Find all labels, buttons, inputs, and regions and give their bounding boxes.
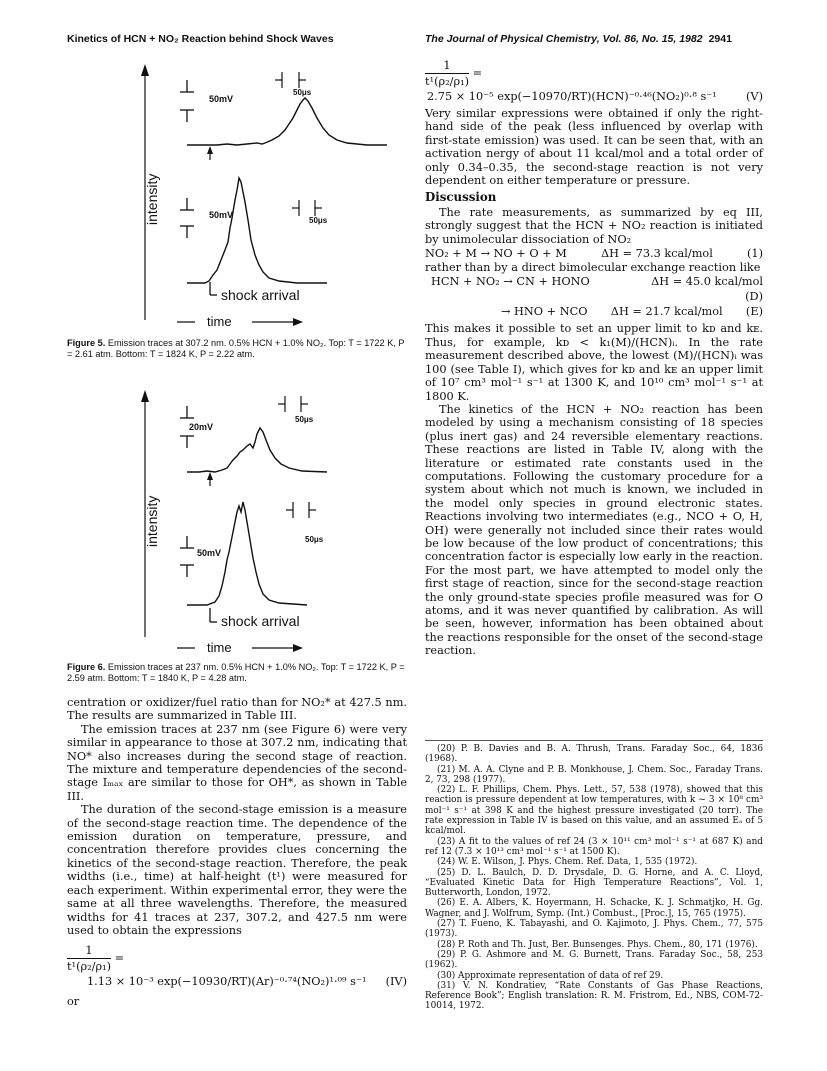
figure6-caption-label: Figure 6. <box>67 662 106 672</box>
reference-item: (31) V. N. Kondratiev, “Rate Constants of Gas Phase Reactions, Reference Book”; English translation: R. M. Fristrom, Ed., NBS, COM-72-10014, 1972. <box>425 980 763 1012</box>
paragraph: rather than by a direct bimolecular exchange reaction like <box>425 261 761 275</box>
figure5-caption <box>67 338 407 360</box>
journal-citation: The Journal of Physical Chemistry, Vol. 86, No. 15, 1982 <box>425 33 703 45</box>
equation-1: NO₂ + M → NO + O + M ΔH = 73.3 kcal/mol (1) <box>425 247 763 261</box>
figure-6 <box>67 372 407 662</box>
paragraph: The emission traces at 237 nm (see Figure 6) were very similar in appearance to those at 307.2 nm, indicating that NO* also increases during the second stage of reaction. The mixture and temperature dependencies of the second-stage Iₘₐₓ are similar to those for OH*, as shown in Table III. <box>67 722 407 803</box>
equation-e: → HNO + NCO ΔH = 21.7 kcal/mol (E) <box>501 305 763 319</box>
section-heading: Discussion <box>425 190 497 205</box>
equation-d: HCN + NO₂ → CN + HONO ΔH = 45.0 kcal/mol <box>431 275 763 289</box>
figure6-bottom-mv: 50mV <box>197 548 222 558</box>
reference-item: (21) M. A. A. Clyne and P. B. Monkhouse, J. Chem. Soc., Faraday Trans. 2, 73, 298 (1977). <box>425 764 763 785</box>
equation-iv: $\frac{1}{\text{t¹(ρ₂/ρ₁)}}$ = <box>67 944 125 974</box>
reference-item: (25) D. L. Baulch, D. D. Drysdale, D. G. Horne, and A. C. Lloyd, “Evaluated Kinetic Data for High Temperature Reactions”, Vol. 1, Butterworth, London, 1972. <box>425 867 763 899</box>
fraction: $\frac{1}{\text{t¹(ρ₂/ρ₁)}}$ <box>67 944 112 974</box>
axis-arrowhead <box>141 64 149 76</box>
figure6-top-mv: 20mV <box>189 422 214 432</box>
figure5-bottom-trace <box>187 178 327 283</box>
figure5-bottom-mv: 50mV <box>209 210 234 220</box>
reference-item: (29) P. G. Ashmore and M. G. Burnett, Trans. Faraday Soc., 58, 253 (1962). <box>425 949 763 971</box>
paragraph: The kinetics of the HCN + NO₂ reaction has been modeled by using a mechanism consisting of 18 species (plus inert gas) and 24 reversible elementary reactions. These reactions are listed in Table IV, along with the literature or estimated rate constants used in the computations. Following the customary procedure for a system about which not much is known, we included in the model only species in ground electronic states. Reactions involving two intermediates (e.g., NCO + O, H, OH) were generally not included since their rates would be low because of the low product of concentrations; this concentration factor is especially low early in the reaction. For the most part, we have attempted to model only the first stage of reaction, since for the second-stage reaction the only ground-state species profile measured was for O atoms, and it was never quantified by calibration. As will be seen, however, information has been obtained about the reactions responsible for the onset of the second-stage reaction. <box>425 402 763 658</box>
equation-v: $\frac{1}{\text{t¹(ρ₂/ρ₁)}}$ = <box>425 59 483 88</box>
figure5-top-trace <box>187 98 387 145</box>
figure5-bottom-us: 50μs <box>309 216 328 225</box>
figure5-shock-label: shock arrival <box>221 287 300 303</box>
figure5-top-mv: 50mV <box>209 94 234 104</box>
references-divider <box>425 740 763 741</box>
figure5-ylabel: intensity <box>144 173 160 225</box>
paragraph: This makes it possible to set an upper limit to kᴅ and kᴇ. Thus, for example, kᴅ < k₁(M)/(HCN)ᵢ. In the rate measurement described above, the lowest (M)/(HCN)ᵢ was 100 (see Table I), which gives for kᴅ and kᴇ an upper limit of 10⁷ cm³ mol⁻¹ s⁻¹ at 1300 K, and 10¹⁰ cm³ mol⁻¹ s⁻¹ at 1800 K. <box>425 322 763 403</box>
figure6-ylabel: intensity <box>144 495 160 547</box>
figure5-caption-text: Emission traces at 307.2 nm. 0.5% HCN + 1.0% NO₂. Top: T = 1722 K, P = 2.61 atm. Bottom: T = 1824 K, P = 2.22 atm. <box>67 338 405 359</box>
page-number: 2941 <box>708 33 732 45</box>
figure6-caption <box>67 662 407 684</box>
figure6-top-us: 50μs <box>295 415 314 424</box>
reference-item: (22) L. F. Phillips, Chem. Phys. Lett., 57, 538 (1978), showed that this reaction is pressure dependent at low temperatures, with k ~ 3 × 10⁸ cm³ mol⁻¹ s⁻¹ at 398 K and the highest pressure investigated (20 torr). The rate expression in Table IV is based on this value, and an assumed Eₐ of 5 kcal/mol. <box>425 785 763 837</box>
running-header-right <box>425 33 732 45</box>
figure6-caption-text: Emission traces at 237 nm. 0.5% HCN + 1.0% NO₂. Top: T = 1722 K, P = 2.59 atm. Bottom: T = 1840 K, P = 4.28 atm. <box>67 662 405 683</box>
or-text: or <box>67 995 80 1009</box>
figure5-time-label: time <box>207 314 232 329</box>
left-column-text <box>67 696 407 1009</box>
figure6-bottom-us: 50μs <box>305 535 324 544</box>
paragraph: centration or oxidizer/fuel ratio than for NO₂* at 427.5 nm. The results are summarized in Table III. <box>67 696 407 723</box>
references-list <box>425 744 763 1012</box>
fraction: $\frac{1}{\text{t¹(ρ₂/ρ₁)}}$ <box>425 59 470 88</box>
figure5-top-us: 50μs <box>293 88 312 97</box>
equation-d-tag: (D) <box>745 290 763 304</box>
running-header-left: Kinetics of HCN + NO₂ Reaction behind Shock Waves <box>67 33 334 45</box>
reference-item: (26) E. A. Albers, K. Hoyermann, H. Schacke, K. J. Schmatjko, H. Gg. Wagner, and J. Wolfrum, Symp. (Int.) Combust., [Proc.], 15, 765 (1975). <box>425 898 763 919</box>
reference-item: (20) P. B. Davies and B. A. Thrush, Trans. Faraday Soc., 64, 1836 (1968). <box>425 744 763 765</box>
reference-item: (30) Approximate representation of data of ref 29. <box>437 970 664 981</box>
figure6-top-trace <box>187 428 327 472</box>
paragraph: The duration of the second-stage emission is a measure of the second-stage reaction time. The dependence of the emission duration on temperature, pressure, and concentration therefore provides clues concerning the kinetics of the second-stage reaction. Therefore, the peak widths (i.e., time) at half-height (t¹) were measured for each experiment. Within experimental error, they were the same at all three wavelengths. Therefore, the measured widths for 41 traces at 237, 307.2, and 427.5 nm were used to obtain the expressions <box>67 803 407 937</box>
reference-item: (27) T. Fueno, K. Tabayashi, and O. Kajimoto, J. Phys. Chem., 77, 575 (1973). <box>425 919 763 940</box>
paragraph: Very similar expressions were obtained if only the right-hand side of the peak (less influenced by overlap with first-state emission) was used. It can be seen that, with an activation nergy of about 11 kcal/mol and a total order of only 0.34–0.35, the second-stage reaction is not very dependent on either temperature or pressure. <box>425 107 763 188</box>
right-column-text <box>425 58 763 658</box>
axis-arrowhead <box>141 390 149 402</box>
figure-5 <box>67 50 407 340</box>
reference-item: (24) W. E. Wilson, J. Phys. Chem. Ref. Data, 1, 535 (1972). <box>437 857 698 868</box>
figure5-caption-label: Figure 5. <box>67 338 106 348</box>
figure6-shock-label: shock arrival <box>221 613 300 629</box>
paragraph: The rate measurements, as summarized by eq III, strongly suggest that the HCN + NO₂ reaction is initiated by unimolecular dissociation of NO₂ <box>425 205 763 246</box>
reference-item: (23) A fit to the values of ref 24 (3 × 10¹¹ cm³ mol⁻¹ s⁻¹ at 687 K) and ref 12 (7.3 × 10¹³ cm³ mol⁻¹ s⁻¹ at 1500 K). <box>425 836 763 857</box>
equation-iv-rhs: 1.13 × 10⁻³ exp(−10930/RT)(Ar)⁻⁰·⁷⁴(NO₂)¹·⁰⁹ s⁻¹ (IV) <box>87 975 407 989</box>
figure6-time-label: time <box>207 640 232 655</box>
reference-item: (28) P. Roth and Th. Just, Ber. Bunsenges. Phys. Chem., 80, 171 (1976). <box>437 939 758 950</box>
equation-v-rhs: 2.75 × 10⁻⁵ exp(−10970/RT)(HCN)⁻⁰·⁴⁶(NO₂)⁰·⁸ s⁻¹ (V) <box>427 90 763 103</box>
